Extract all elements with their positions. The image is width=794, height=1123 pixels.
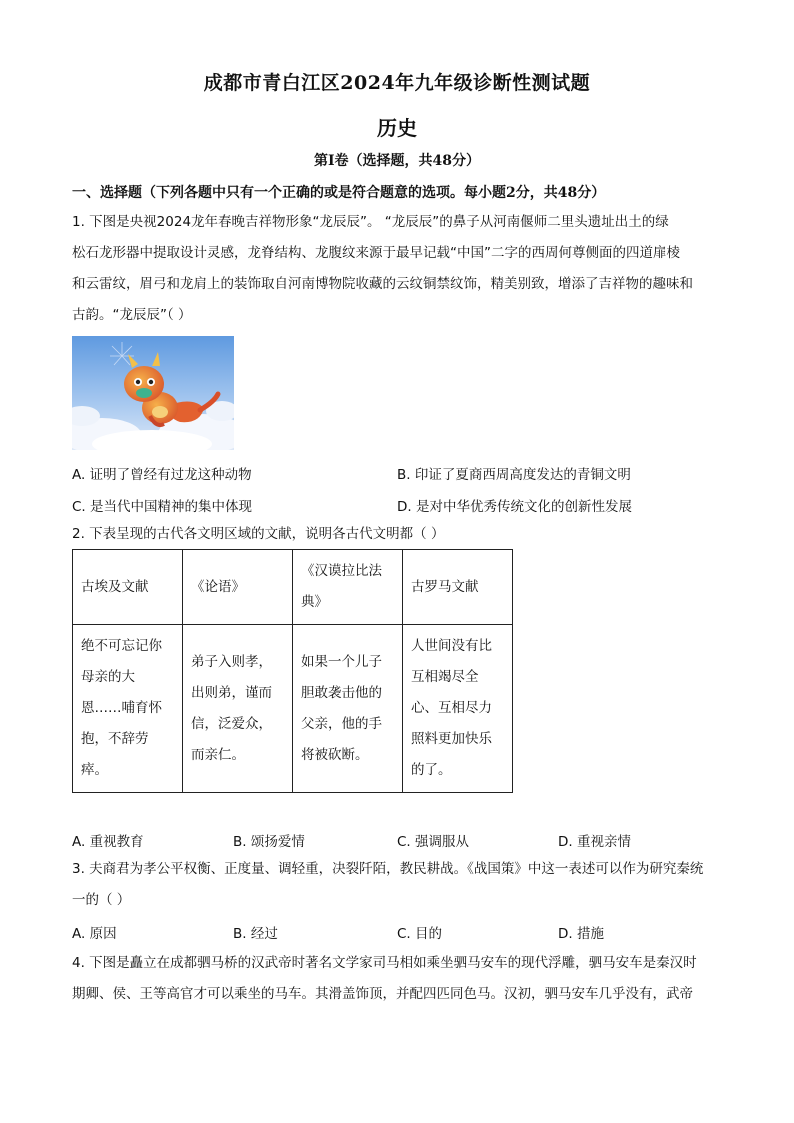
q1-option-d[interactable]: D. 是对中华优秀传统文化的创新性发展 [397,499,632,515]
table-header-cell [403,550,513,625]
q2-option-a[interactable]: A. 重视教育 [72,834,144,850]
cell-line: 胆敢袭击他的 [301,684,382,701]
q1-line: 古韵。“龙辰辰”（ ） [72,307,192,323]
q1-option-a[interactable]: A. 证明了曾经有过龙这种动物 [72,467,252,483]
cell-line: 古罗马文献 [411,578,479,595]
q1-option-c[interactable]: C. 是当代中国精神的集中体现 [72,499,253,515]
table-cell [293,625,403,793]
cell-line: 《汉谟拉比法 [301,563,382,579]
cell-line: 绝不可忘记你 [81,638,162,654]
question-2-stem [72,519,722,550]
table-header-cell [293,550,403,625]
table-row [73,625,513,793]
q2-option-c[interactable]: C. 强调服从 [397,834,470,850]
q3-line: 3. 夫商君为孝公平权衡、正度量、调轻重，决裂阡陌，教民耕战。《战国策》中这一表述可以作为研究秦统 [72,861,704,877]
volume-heading: 第Ⅰ卷（选择题，共48分） [313,153,481,169]
cell-line: 人世间没有比 [411,638,492,654]
q2-option-d[interactable]: D. 重视亲情 [558,834,631,850]
question-3-stem [72,854,722,916]
question-4-stem [72,948,722,1010]
table-cell [73,625,183,793]
cell-line: 弟子入则孝， [191,653,272,670]
cell-line: 的了。 [411,762,452,778]
cell-line: 而亲仁。 [191,746,245,763]
q1-option-b[interactable]: B. 印证了夏商西周高度发达的青铜文明 [397,467,631,483]
q2-line: 2. 下表呈现的古代各文明区域的文献，说明各古代文明都（ ） [72,526,445,542]
cell-line: 典》 [301,594,328,610]
q3-option-b[interactable]: B. 经过 [233,926,278,942]
q1-line: 和云雷纹，眉弓和龙肩上的装饰取自河南博物院收藏的云纹铜禁纹饰，精美别致，增添了吉祥物的趣味和 [72,276,693,292]
q3-option-d[interactable]: D. 措施 [558,926,604,942]
q3-option-a[interactable]: A. 原因 [72,926,117,942]
cell-line: 母亲的大 [81,669,135,685]
cell-line: 出则弟，谨而 [191,684,272,701]
q3-line: 一的（ ） [72,892,131,908]
section-heading: 一、选择题（下列各题中只有一个正确的或是符合题意的选项。每小题2分，共48分） [72,185,606,201]
cell-line: 互相竭尽全 [411,669,479,685]
dragon-mascot-image [72,336,234,450]
cell-line: 古埃及文献 [81,578,149,595]
table-header-cell [73,550,183,625]
cell-line: 照料更加快乐 [411,731,492,747]
cell-line: 如果一个儿子 [301,653,382,670]
cell-line: 《论语》 [191,578,245,595]
table-cell [183,625,293,793]
table-header-row [73,550,513,625]
cell-line: 抱，不辞劳 [81,731,149,747]
q1-line: 松石龙形器中提取设计灵感，龙脊结构、龙腹纹来源于最早记载“中国”二字的西周何尊侧面的四道扉棱 [72,245,680,261]
q4-line: 4. 下图是矗立在成都驷马桥的汉武帝时著名文学家司马相如乘坐驷马安车的现代浮雕，驷马安车是秦汉时 [72,955,697,971]
cell-line: 心、互相尽力 [411,700,492,716]
cell-line: 父亲，他的手 [301,715,382,732]
civilization-table [72,549,513,793]
cell-line: 将被砍断。 [301,746,369,763]
exam-title: 成都市青白江区2024年九年级诊断性测试题 [203,72,591,94]
question-1-stem [72,207,722,331]
q1-line: 1. 下图是央视2024龙年春晚吉祥物形象“龙辰辰”。 “龙辰辰”的鼻子从河南偃师二里头遗址出土的绿 [72,214,669,230]
cell-line: 瘁。 [81,762,108,778]
q2-option-b[interactable]: B. 颂扬爱情 [233,834,305,850]
q4-line: 期卿、侯、王等高官才可以乘坐的马车。其滑盖饰顶，并配四匹同色马。汉初，驷马安车几乎没有，武帝 [72,986,693,1002]
table-header-cell [183,550,293,625]
cell-line: 信，泛爱众， [191,715,272,732]
table-cell [403,625,513,793]
subject-title: 历史 [377,116,417,140]
cell-line: 恩……哺育怀 [81,700,162,716]
q3-option-c[interactable]: C. 目的 [397,926,443,942]
